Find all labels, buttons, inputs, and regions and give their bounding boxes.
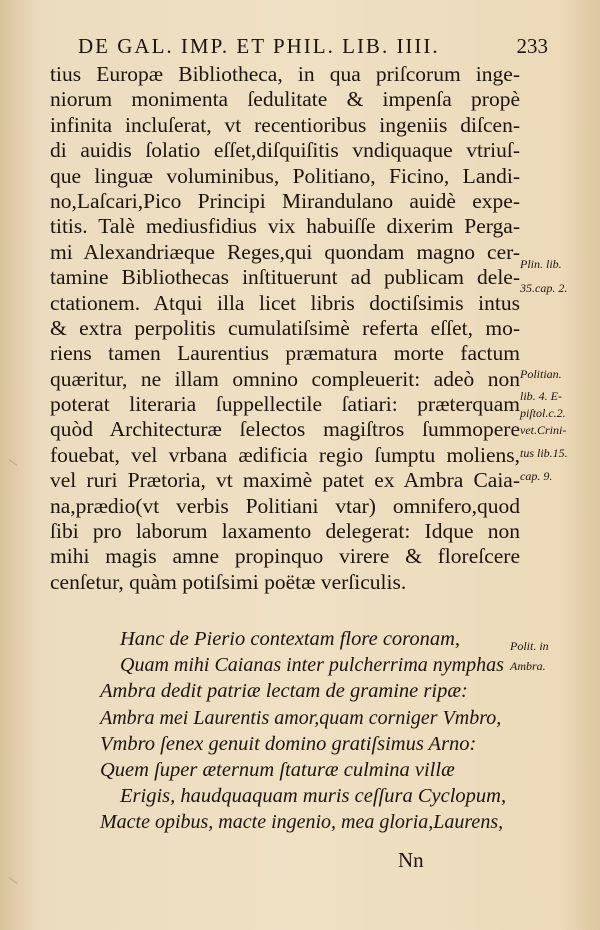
page-number: 233 bbox=[516, 34, 548, 58]
prose-line: no,Laſcari,Pico Principi Mirandulano auidè expe- bbox=[50, 188, 520, 213]
margin-note: Polit. in bbox=[510, 639, 549, 653]
margin-note: Plin. lib. bbox=[520, 257, 562, 271]
prose-line: poterat literaria ſuppellectile ſatiari: præterquam bbox=[50, 392, 520, 417]
verse-line: Erigis, haudquaquam muris ceſſura Cyclopum, bbox=[120, 785, 507, 808]
margin-note: piſtol.c.2. bbox=[520, 406, 566, 420]
prose-line: mi Alexandriæque Reges,qui quondam magno cer- bbox=[50, 239, 520, 264]
prose-line: quæritur, ne illam omnino compleuerit: adeò non bbox=[50, 366, 520, 391]
margin-note: cap. 9. bbox=[520, 469, 553, 483]
margin-note: tus lib.15. bbox=[520, 446, 568, 460]
prose-block bbox=[50, 62, 520, 595]
running-title: DE GAL. IMP. ET PHIL. LIB. IIII. bbox=[78, 34, 440, 58]
prose-line: titis. Talè mediusfidius vix habuiſſe dixerim Perga- bbox=[50, 214, 520, 239]
verse-line: Quam mihi Caianas inter pulcherrima nymphas bbox=[120, 654, 504, 677]
prose-line: tius Europæ Bibliotheca, in qua priſcorum inge- bbox=[50, 62, 520, 86]
verse-line: Macte opibus, macte ingenio, mea gloria,Laurens, bbox=[100, 811, 504, 834]
prose-line: que linguæ voluminibus, Politiano, Ficino, Landi- bbox=[50, 163, 520, 188]
prose-line: infinita incluſerat, vt recentioribus ingeniis diſcen- bbox=[50, 112, 520, 137]
verse-line: Hanc de Pierio contextam flore coronam, bbox=[120, 628, 461, 650]
margin-note: vet.Crini- bbox=[520, 423, 567, 437]
prose-line: tamine Bibliothecas inſtituerunt ad publicam dele- bbox=[50, 265, 520, 290]
prose-line: na,prædio(vt verbis Politiani vtar) omnifero,quod bbox=[50, 493, 520, 518]
verse-line: Ambra dedit patriæ lectam de gramine ripæ: bbox=[100, 680, 468, 703]
prose-line: niorum monimenta ſedulitate & impenſa propè bbox=[50, 87, 520, 112]
page-fold-mark bbox=[9, 459, 18, 466]
running-header bbox=[78, 34, 548, 62]
margin-note: lib. 4. E- bbox=[520, 389, 562, 403]
prose-line: vel ruri Prætoria, vt maximè patet ex Ambra Caia- bbox=[50, 468, 520, 493]
margin-note: Politian. bbox=[520, 367, 562, 381]
prose-line: & extra perpolitis cumulatiſsimè referta eſſet, mo- bbox=[50, 315, 520, 340]
signature-mark: Nn bbox=[398, 848, 424, 872]
prose-line: ſibi pro laborum laxamento delegerat: Idque non bbox=[50, 519, 520, 544]
verse-line: Quem ſuper æternum ſtaturæ culmina villæ bbox=[100, 758, 455, 781]
prose-line: mihi magis amne propinquo virere & floreſcere bbox=[50, 544, 520, 569]
verse-block bbox=[100, 626, 510, 836]
margin-note: Ambra. bbox=[510, 659, 546, 673]
prose-line: riens tamen Laurentius præmatura morte factum bbox=[50, 341, 520, 366]
prose-line: fouebat, vel vrbana ædificia regio ſumptu moliens, bbox=[50, 442, 520, 467]
prose-line: quòd Architecturæ ſelectos magiſtros ſummopere bbox=[50, 417, 520, 442]
prose-line: ctationem. Atqui illa licet libris doctiſsimis intus bbox=[50, 290, 520, 315]
page-fold-mark bbox=[9, 877, 18, 884]
prose-line: di auidis ſolatio eſſet,diſquiſitis vndiquaque vtriuſ- bbox=[50, 138, 520, 163]
verse-line: Ambra mei Laurentis amor,quam corniger Vmbro, bbox=[100, 706, 502, 729]
verse-line: Vmbro ſenex genuit domino gratiſsimus Arno: bbox=[100, 732, 477, 755]
prose-line: cenſetur, quàm potiſsimi poëtæ verſiculis. bbox=[50, 569, 407, 594]
margin-note: 35.cap. 2. bbox=[520, 281, 568, 295]
